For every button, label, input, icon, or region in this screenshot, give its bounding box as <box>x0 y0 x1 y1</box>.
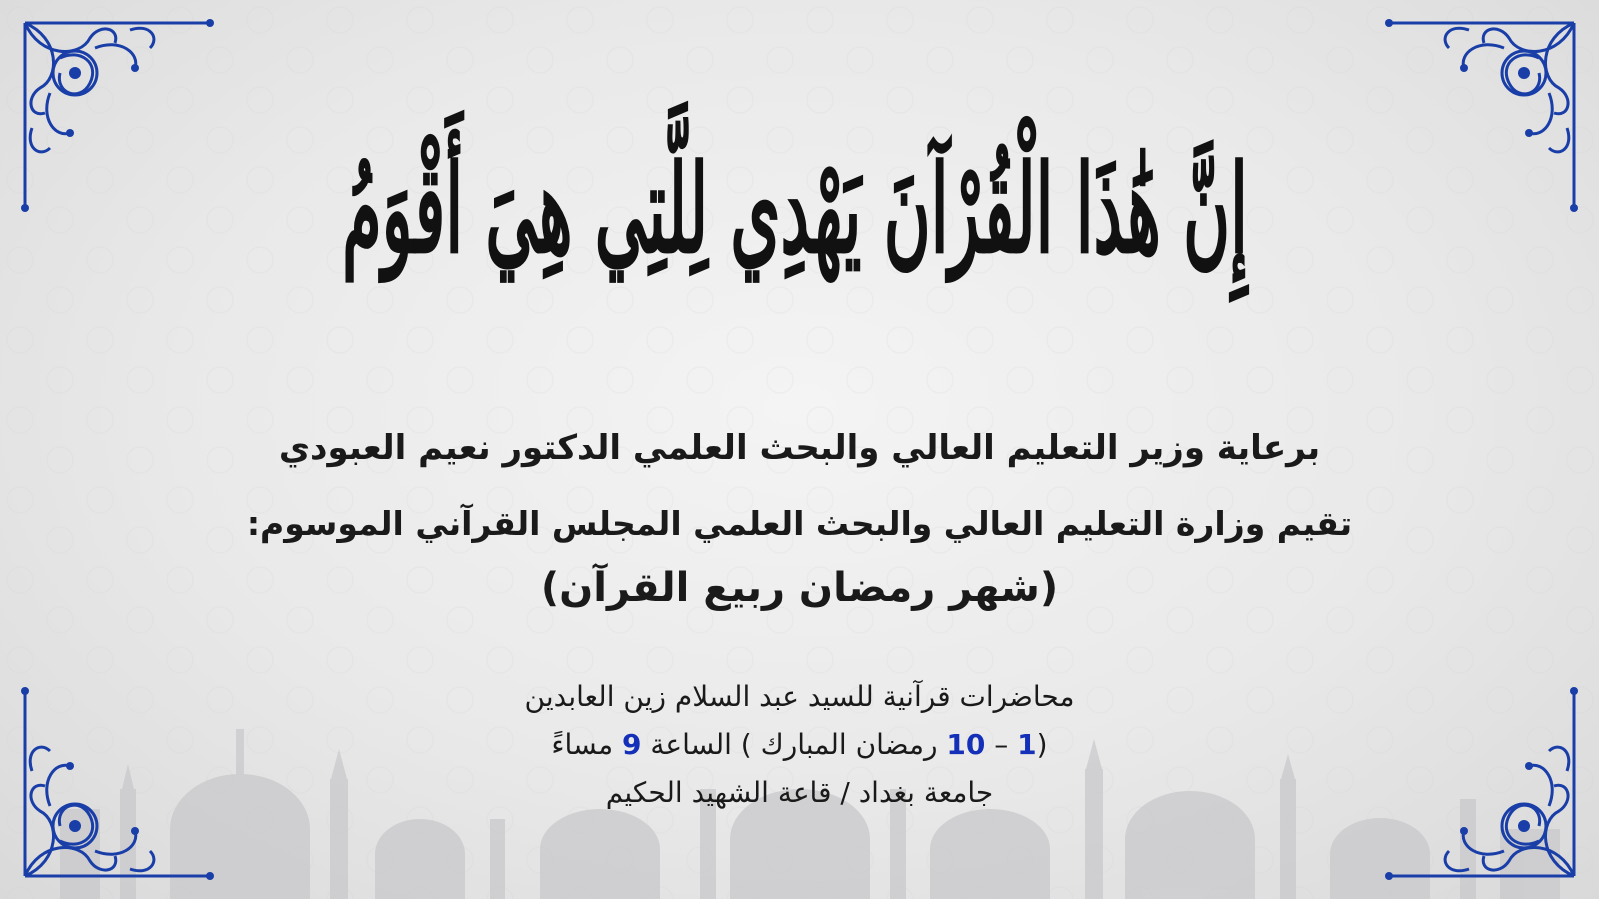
schedule-from-day: 1 <box>1017 728 1037 761</box>
schedule-open-paren: ( <box>1036 728 1048 761</box>
event-title: (شهر رمضان ربيع القرآن) <box>540 565 1059 611</box>
schedule-hour: 9 <box>621 728 642 761</box>
schedule-line <box>0 728 1599 761</box>
schedule-month-text: رمضان المبارك ) الساعة <box>641 728 947 761</box>
schedule-dash: – <box>985 728 1018 761</box>
corner-ornament-icon <box>20 18 220 218</box>
quran-verse-calligraphy <box>290 75 1300 345</box>
lectures-line: محاضرات قرآنية للسيد عبد السلام زين العابدين <box>524 680 1075 713</box>
schedule-to-day: 10 <box>946 728 986 761</box>
verse-text: إِنَّ هَٰذَا الْقُرْآنَ يَهْدِي لِلَّتِي هِيَ أَقْوَمُ <box>342 138 1248 282</box>
venue-line: جامعة بغداد / قاعة الشهيد الحكيم <box>605 776 994 809</box>
schedule-evening: مساءً <box>551 728 622 761</box>
organizer-line: تقيم وزارة التعليم العالي والبحث العلمي المجلس القرآني الموسوم: <box>246 504 1353 543</box>
patronage-line: برعاية وزير التعليم العالي والبحث العلمي الدكتور نعيم العبودي <box>278 428 1321 468</box>
corner-ornament-icon <box>1379 18 1579 218</box>
